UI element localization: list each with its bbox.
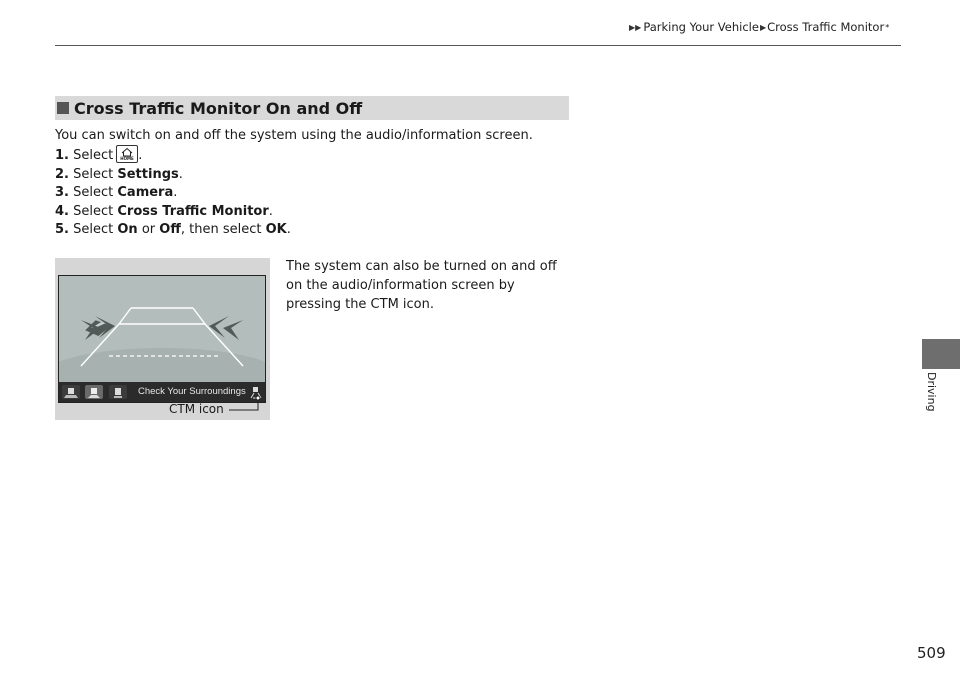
ctm-icon-callout: CTM icon <box>169 402 224 416</box>
breadcrumb <box>628 20 889 34</box>
steps-list <box>55 145 291 240</box>
camera-status-text: Check Your Surroundings <box>138 386 246 397</box>
breadcrumb-arrow-icon: ▶ <box>759 22 767 32</box>
ctm-note: The system can also be turned on and off on the audio/information screen by pressing the CTM icon. <box>286 259 557 312</box>
step-item: 1. Select HOME . <box>55 145 291 166</box>
step-item: 3. Select Camera. <box>55 185 178 200</box>
page-number: 509 <box>917 644 946 662</box>
header-divider <box>55 45 901 46</box>
intro-text: You can switch on and off the system using the audio/information screen. <box>55 128 533 143</box>
home-icon <box>116 145 138 163</box>
breadcrumb-parking[interactable]: Parking Your Vehicle <box>643 20 759 34</box>
chapter-label: Driving <box>925 372 938 412</box>
footnote-asterisk: * <box>885 22 890 32</box>
breadcrumb-arrow-icon: ▶▶ <box>629 22 642 32</box>
step-item: 2. Select Settings. <box>55 166 183 182</box>
breadcrumb-ctm[interactable]: Cross Traffic Monitor <box>767 20 885 34</box>
step-item: 5. Select On or Off, then select OK. <box>55 222 291 237</box>
section-heading <box>55 96 569 120</box>
section-title: Cross Traffic Monitor On and Off <box>74 98 363 118</box>
camera-screen-figure <box>55 258 270 420</box>
square-bullet-icon <box>57 102 69 114</box>
step-item: 4. Select Cross Traffic Monitor. <box>55 203 273 219</box>
chapter-tab[interactable] <box>922 339 960 369</box>
home-icon-label: HOME <box>120 156 134 161</box>
callout-leader-line <box>55 258 270 420</box>
